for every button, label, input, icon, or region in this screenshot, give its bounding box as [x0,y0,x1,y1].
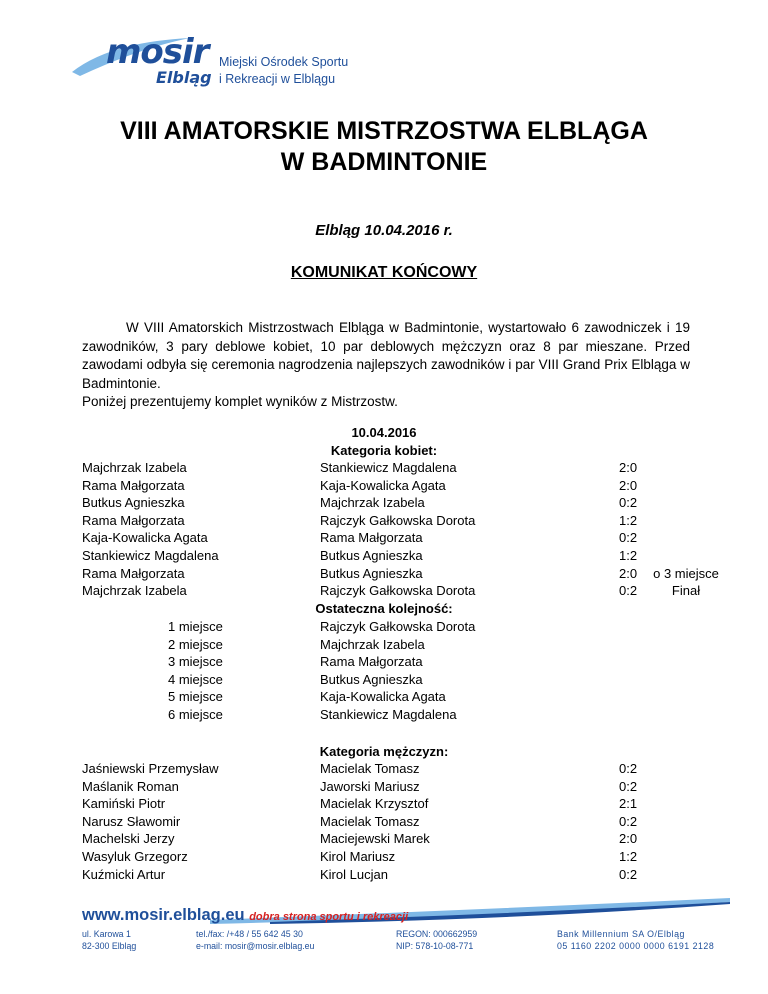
men-match-player-2: Kirol Lucjan [320,866,388,882]
footer-registry [396,928,477,952]
women-match-player-2: Majchrzak Izabela [320,495,425,511]
women-match-score: 1:2 [619,512,638,528]
men-match-player-2: Macielak Tomasz [320,761,420,776]
contact-phone: tel./fax: /+48 / 55 642 45 30 [196,929,303,939]
document-title [0,116,768,178]
women-match-score: 0:2 [619,495,638,511]
footer-slogan: dobra strona sportu i rekreacji [249,911,409,923]
women-match-player-2: Rajczyk Gałkowska Dorota [320,583,476,599]
final-order-heading: Ostateczna kolejność: [315,601,453,616]
intro-paragraph-2: Poniżej prezentujemy komplet wyników z Mistrzostw. [82,394,398,409]
women-match-player-1: Butkus Agnieszka [82,495,185,511]
women-match-score: 2:0 [619,460,638,475]
men-match-score: 2:0 [619,831,638,847]
standing-place: 4 miejsce [168,671,223,687]
logo-sub-text: Elbląg [156,68,212,87]
results-date: 10.04.2016 [351,425,417,440]
intro-text [82,319,690,412]
women-match-player-2: Stankiewicz Magdalena [320,460,457,475]
women-match-score: 2:0 [619,477,638,493]
org-line-1: Miejski Ośrodek Sportu [219,55,349,69]
women-match-player-2: Kaja-Kowalicka Agata [320,477,446,493]
women-match-player-2: Butkus Agnieszka [320,548,423,563]
title-line-1: VIII AMATORSKIE MISTRZOSTWA ELBLĄGA [120,117,648,145]
title-line-2: W BADMINTONIE [280,148,488,176]
women-match-player-1: Kaja-Kowalicka Agata [82,530,208,546]
standing-name: Majchrzak Izabela [320,636,425,652]
women-match-player-1: Rama Małgorzata [82,512,185,528]
footer-address [82,928,136,952]
standing-name: Stankiewicz Magdalena [320,707,457,722]
women-match-player-2: Butkus Agnieszka [320,565,423,581]
org-line-2: i Rekreacji w Elblągu [219,72,336,86]
address-line-2: 82-300 Elbląg [82,941,137,951]
standing-place: 3 miejsce [168,654,223,670]
men-match-score: 1:2 [619,849,638,864]
men-match-player-2: Macielak Tomasz [320,813,420,829]
men-match-player-1: Kuźmicki Artur [82,866,166,882]
women-match-player-1: Majchrzak Izabela [82,460,187,475]
men-match-score: 2:1 [619,796,638,812]
women-match-score: 0:2 [619,583,638,599]
men-match-player-2: Macielak Krzysztof [320,796,429,812]
standing-place: 1 miejsce [168,619,223,634]
men-match-player-1: Wasyluk Grzegorz [82,849,188,864]
women-match-player-1: Rama Małgorzata [82,477,185,493]
mosir-logo [70,32,215,97]
contact-email[interactable]: e-mail: mosir@mosir.elblag.eu [196,941,315,951]
logo-main-text: mosir [106,32,209,72]
footer-website[interactable] [82,906,408,925]
women-match-score: 2:0 [619,565,638,581]
standing-name: Rajczyk Gałkowska Dorota [320,619,476,634]
men-match-score: 0:2 [619,761,638,776]
komunikat-heading: KOMUNIKAT KOŃCOWY [290,264,478,281]
men-match-player-1: Kamiński Piotr [82,796,166,812]
bank-name: Bank Millennium SA O/Elbląg [557,929,685,939]
women-match-player-1: Stankiewicz Magdalena [82,548,219,563]
men-match-player-1: Machelski Jerzy [82,831,175,847]
standing-place: 2 miejsce [168,636,223,652]
address-line-1: ul. Karowa 1 [82,929,131,939]
standing-name: Butkus Agnieszka [320,671,423,687]
men-match-player-1: Jaśniewski Przemysław [82,761,219,776]
registry-regon: REGON: 000662959 [396,929,478,939]
women-heading: Kategoria kobiet: [330,443,438,458]
men-match-player-1: Narusz Sławomir [82,813,181,829]
organization-name [219,54,348,88]
men-match-player-2: Kirol Mariusz [320,849,396,864]
standing-name: Rama Małgorzata [320,654,423,670]
registry-nip: NIP: 578-10-08-771 [396,941,474,951]
men-match-player-2: Jaworski Mariusz [320,778,420,794]
women-match-score: 0:2 [619,530,638,546]
footer-bank [557,928,714,952]
footer-url-text[interactable]: www.mosir.elblag.eu [82,906,245,924]
men-match-score: 0:2 [619,866,638,882]
footer-contact [196,928,314,952]
men-match-score: 0:2 [619,778,638,794]
women-match-player-1: Rama Małgorzata [82,565,185,581]
standing-place: 6 miejsce [168,707,223,722]
standing-place: 5 miejsce [168,689,223,705]
men-heading: Kategoria mężczyzn: [319,744,449,759]
men-match-player-1: Maślanik Roman [82,778,179,794]
document-date: Elbląg 10.04.2016 r. [315,222,453,239]
women-match-player-2: Rama Małgorzata [320,530,423,546]
men-match-player-2: Maciejewski Marek [320,831,430,847]
women-match-note: o 3 miejsce [653,565,719,581]
women-match-score: 1:2 [619,548,638,563]
men-match-score: 0:2 [619,813,638,829]
women-match-player-2: Rajczyk Gałkowska Dorota [320,512,476,528]
women-match-player-1: Majchrzak Izabela [82,583,187,599]
bank-account: 05 1160 2202 0000 0000 6191 2128 [557,941,715,951]
intro-paragraph-1: W VIII Amatorskich Mistrzostwach Elbląga w Badmintonie, wystartowało 6 zawodniczek i 19 zawodników, 3 pary deblowe kobiet, 10 par deblowych mężczyzn oraz 8 par mieszane. Przed zawodami odbyła się ceremonia nagrodzenia najlepszych zawodników i par VIII Grand Prix Elbląga w Badmintonie. [82,320,690,391]
standing-name: Kaja-Kowalicka Agata [320,689,446,705]
women-match-note: Finał [671,583,701,599]
